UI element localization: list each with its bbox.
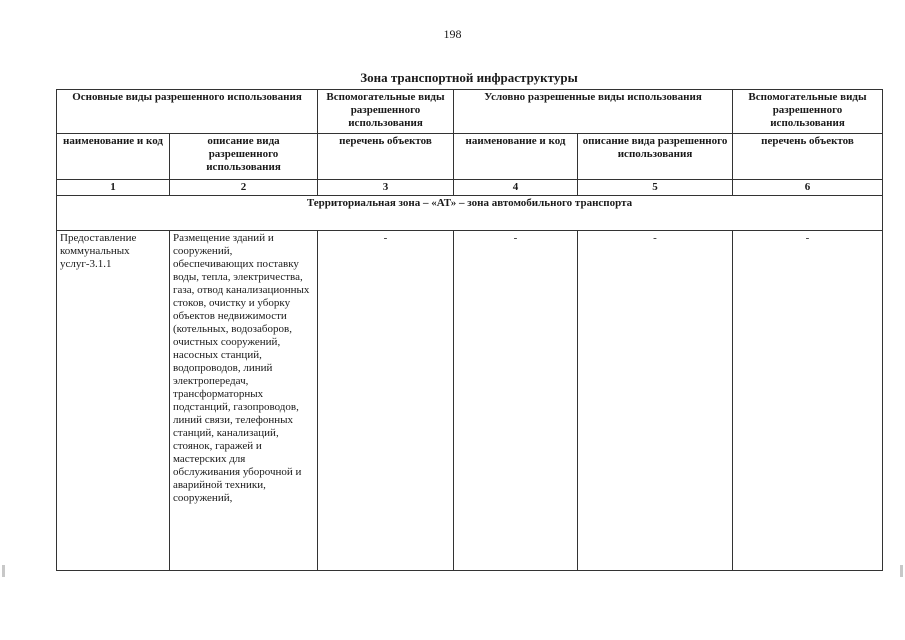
row-name-code: Предоставление коммунальных услуг-3.1.1 (57, 231, 170, 571)
subheader-objects-list-2: перечень объектов (733, 134, 883, 180)
document-title: Зона транспортной инфраструктуры (360, 70, 578, 85)
column-number: 2 (170, 180, 318, 196)
row-cond-name-code: - (454, 231, 578, 571)
scan-edge-mark-left (2, 565, 5, 577)
zone-title-row (57, 196, 883, 231)
column-number-row (57, 180, 883, 196)
column-number: 1 (57, 180, 170, 196)
column-number: 5 (578, 180, 733, 196)
row-cond-description: - (578, 231, 733, 571)
subheader-name-code-2: наименование и код (454, 134, 578, 180)
row-description: Размещение зданий и сооружений, обеспечивающих поставку воды, тепла, электричества, газа, отвод канализационных стоков, очистку и уборку объектов недвижимости (котельных, водозаборов, очистных сооружений, насосных станций, водопроводов, линий электропередач, трансформаторных подстанций, газопроводов, линий связи, телефонных станций, канализаций, стоянок, гаражей и мастерских для обслуживания уборочной и аварийной техники, сооружений, (170, 231, 318, 571)
header-aux-types-1: Вспомогательные виды разрешенного использования (318, 90, 454, 134)
scan-edge-mark-right (900, 565, 903, 577)
page-number: 198 (443, 27, 462, 41)
row-cond-objects: - (733, 231, 883, 571)
header-main-types: Основные виды разрешенного использования (57, 90, 318, 134)
subheader-description-2: описание вида разрешенного использования (578, 134, 733, 180)
subheader-objects-list-1: перечень объектов (318, 134, 454, 180)
column-number: 6 (733, 180, 883, 196)
row-aux-objects: - (318, 231, 454, 571)
header-conditional-types: Условно разрешенные виды использования (454, 90, 733, 134)
table-row (57, 231, 883, 571)
column-number: 4 (454, 180, 578, 196)
column-number: 3 (318, 180, 454, 196)
zone-title: Территориальная зона – «АТ» – зона автомобильного транспорта (57, 196, 883, 231)
table-header-row (57, 90, 883, 134)
subheader-name-code-1: наименование и код (57, 134, 170, 180)
header-aux-types-2: Вспомогательные виды разрешенного использования (733, 90, 883, 134)
subheader-description-1: описание вида разрешенного использования (170, 134, 318, 180)
table-subheader-row (57, 134, 883, 180)
zone-table (56, 89, 883, 571)
